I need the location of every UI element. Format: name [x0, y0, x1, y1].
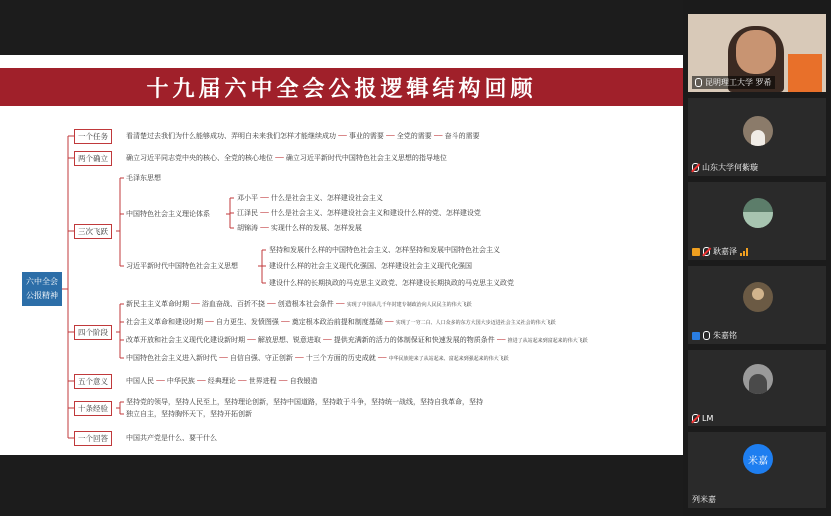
participant-name: 列米嘉 — [692, 495, 716, 504]
participant-tile[interactable] — [688, 182, 826, 260]
stage-spirit: 自信自强、守正创新 — [229, 354, 293, 362]
participant-tile[interactable] — [688, 266, 826, 344]
significance-item: 中国人民 — [126, 377, 154, 385]
user-icon — [692, 248, 700, 256]
branch-two-establish: 两个确立 — [74, 151, 112, 166]
theory-person: 江泽民 — [237, 209, 258, 217]
branch-ten-experiences: 十条经验 — [74, 401, 112, 416]
stage-note: 实现了一穷二白、人口众多的东方大国大步迈进社会主义社会的伟大飞跃 — [395, 320, 556, 326]
significance-item: 自我锻造 — [289, 377, 318, 385]
background-object — [788, 54, 822, 92]
mind-map — [8, 116, 678, 450]
stage-row: 新民主主义革命时期 ── 浴血奋战、百折不挠 ── 创造根本社会条件 ── 实现了中国从几千年封建专制政治向人民民主的伟大飞跃 — [126, 300, 472, 308]
significance-item: 经典理论 — [207, 377, 236, 385]
mic-icon — [703, 331, 710, 340]
signal-icon — [740, 248, 748, 256]
stage-row: 社会主义革命和建设时期 ── 自力更生、发愤图强 ── 奠定根本政治前提和制度基础 ── 实现了一穷二白、人口众多的东方大国大步迈进社会主义社会的伟大飞跃 — [126, 318, 556, 326]
theory-text: 实现什么样的发展、怎样发展 — [270, 224, 362, 232]
mind-map-root — [22, 272, 62, 306]
participant-name-tag — [692, 246, 748, 257]
ten-experiences-line-2: 独立自主，坚持胸怀天下，坚持开拓创新 — [126, 410, 252, 418]
stage-achievement: 奠定根本政治前提和制度基础 — [291, 318, 383, 326]
one-task-item: 事业的需要 — [348, 132, 384, 140]
branch-four-stages: 四个阶段 — [74, 325, 112, 340]
branch-one-answer: 一个回答 — [74, 431, 112, 446]
root-line-2: 公报精神 — [26, 291, 58, 300]
one-answer-text: 中国共产党是什么、要干什么 — [126, 434, 217, 442]
participant-face — [736, 30, 776, 74]
participant-name-tag — [692, 76, 775, 89]
slide-title: 十九届六中全会公报逻辑结构回顾 — [146, 75, 537, 102]
stage-period: 社会主义革命和建设时期 — [126, 318, 203, 326]
ten-experiences-line-1: 坚持党的领导，坚持人民至上，坚持理论创新，坚持中国道路，坚持敢于斗争，坚持统一战线，坚持自我革命，坚持 — [126, 398, 483, 406]
theory-deng: 邓小平 ── 什么是社会主义、怎样建设社会主义 — [237, 194, 383, 202]
avatar-figure — [751, 130, 765, 146]
theory-jiang: 江泽民 ── 什么是社会主义、怎样建设社会主义和建设什么样的党、怎样建设党 — [237, 209, 481, 217]
participant-name-tag — [692, 162, 758, 173]
participant-avatar — [743, 116, 773, 146]
one-task-text: 看清楚过去我们为什么能够成功、弄明白未来我们怎样才能继续成功 — [126, 132, 336, 140]
theory-person: 邓小平 — [237, 194, 258, 202]
root-line-1: 六中全会 — [26, 277, 58, 286]
participant-name-tag — [692, 414, 713, 423]
participant-tile[interactable] — [688, 14, 826, 92]
branch-three-leaps: 三次飞跃 — [74, 224, 112, 239]
stage-note: 中华民族迎来了从站起来、富起来到强起来的伟大飞跃 — [388, 356, 509, 362]
stage-period: 改革开放和社会主义现代化建设新时期 — [126, 336, 245, 344]
user-icon — [692, 332, 700, 340]
participant-name: LM — [702, 414, 714, 423]
participant-name: 昆明理工大学 罗希 — [705, 78, 772, 87]
participant-name-tag — [692, 330, 737, 341]
avatar-figure — [749, 374, 767, 394]
participant-tile[interactable] — [688, 432, 826, 508]
participant-name: 朱嘉铭 — [713, 331, 737, 340]
participant-initials-avatar: 米嘉 — [743, 444, 773, 474]
significance-item: 世界进程 — [248, 377, 277, 385]
stage-spirit: 自力更生、发愤图强 — [215, 318, 279, 326]
participant-avatar — [743, 282, 773, 312]
stage-period: 中国特色社会主义进入新时代 — [126, 354, 217, 362]
participant-name-tag — [692, 494, 716, 505]
avatar-figure — [752, 288, 764, 300]
leap-xi-thought: 习近平新时代中国特色社会主义思想 — [126, 262, 238, 270]
slide-title-bar — [0, 68, 683, 106]
stage-note: 实现了中国从几千年封建专制政治向人民民主的伟大飞跃 — [346, 302, 472, 308]
mic-muted-icon — [692, 414, 699, 423]
significance-item: 中华民族 — [166, 377, 195, 385]
participant-avatar — [743, 198, 773, 228]
branch-two-establish-content: 确立习近平同志党中央的核心、全党的核心地位 ── 确立习近平新时代中国特色社会主义思想的指导地位 — [126, 154, 447, 162]
branch-one-task: 一个任务 — [74, 129, 112, 144]
participant-tile[interactable] — [688, 350, 826, 426]
xi-question-3: 建设什么样的长期执政的马克思主义政党、怎样建设长期执政的马克思主义政党 — [269, 279, 514, 287]
participant-avatar — [743, 364, 773, 394]
five-significance-content: 中国人民 ── 中华民族 ── 经典理论 ── 世界进程 ── 自我锻造 — [126, 377, 318, 385]
mic-icon — [695, 78, 702, 87]
theory-text: 什么是社会主义、怎样建设社会主义和建设什么样的党、怎样建设党 — [270, 209, 481, 217]
leap-mao: 毛泽东思想 — [126, 174, 161, 182]
branch-five-significance: 五个意义 — [74, 374, 112, 389]
participants-panel — [683, 0, 831, 516]
xi-question-2: 建设什么样的社会主义现代化强国、怎样建设社会主义现代化强国 — [269, 262, 472, 270]
stage-row: 中国特色社会主义进入新时代 ── 自信自强、守正创新 ── 十三个方面的历史成就 ── 中华民族迎来了从站起来、富起来到强起来的伟大飞跃 — [126, 354, 509, 362]
stage-achievement: 提供充满新的活力的体制保证和快速发展的物质条件 — [333, 336, 495, 344]
two-establish-text: 确立习近平同志党中央的核心、全党的核心地位 — [126, 154, 273, 162]
mic-muted-icon — [703, 247, 710, 256]
stage-achievement: 十三个方面的历史成就 — [305, 354, 376, 362]
mic-muted-icon — [692, 163, 699, 172]
stage-spirit: 解放思想、锐意进取 — [257, 336, 321, 344]
participant-name: 山东大学何紫璇 — [702, 163, 758, 172]
stage-period: 新民主主义革命时期 — [126, 300, 189, 308]
one-task-item: 奋斗的需要 — [444, 132, 480, 140]
stage-achievement: 创造根本社会条件 — [277, 300, 334, 308]
avatar-landscape — [743, 212, 773, 228]
xi-question-1: 坚持和发展什么样的中国特色社会主义、怎样坚持和发展中国特色社会主义 — [269, 246, 500, 254]
participant-tile[interactable] — [688, 98, 826, 176]
two-establish-item: 确立习近平新时代中国特色社会主义思想的指导地位 — [285, 154, 447, 162]
participant-name: 耿嘉泽 — [713, 247, 737, 256]
stage-note: 推进了从站起来到富起来的伟大飞跃 — [507, 338, 588, 344]
leap-theory-system: 中国特色社会主义理论体系 — [126, 210, 210, 218]
branch-one-task-content: 看清楚过去我们为什么能够成功、弄明白未来我们怎样才能继续成功 ── 事业的需要 ── 全党的需要 ── 奋斗的需要 — [126, 132, 480, 140]
theory-person: 胡锦涛 — [237, 224, 258, 232]
stage-spirit: 浴血奋战、百折不挠 — [201, 300, 265, 308]
theory-hu: 胡锦涛 ── 实现什么样的发展、怎样发展 — [237, 224, 362, 232]
theory-text: 什么是社会主义、怎样建设社会主义 — [270, 194, 383, 202]
one-task-item: 全党的需要 — [396, 132, 432, 140]
stage-row: 改革开放和社会主义现代化建设新时期 ── 解放思想、锐意进取 ── 提供充满新的活力的体制保证和快速发展的物质条件 ── 推进了从站起来到富起来的伟大飞跃 — [126, 336, 588, 344]
